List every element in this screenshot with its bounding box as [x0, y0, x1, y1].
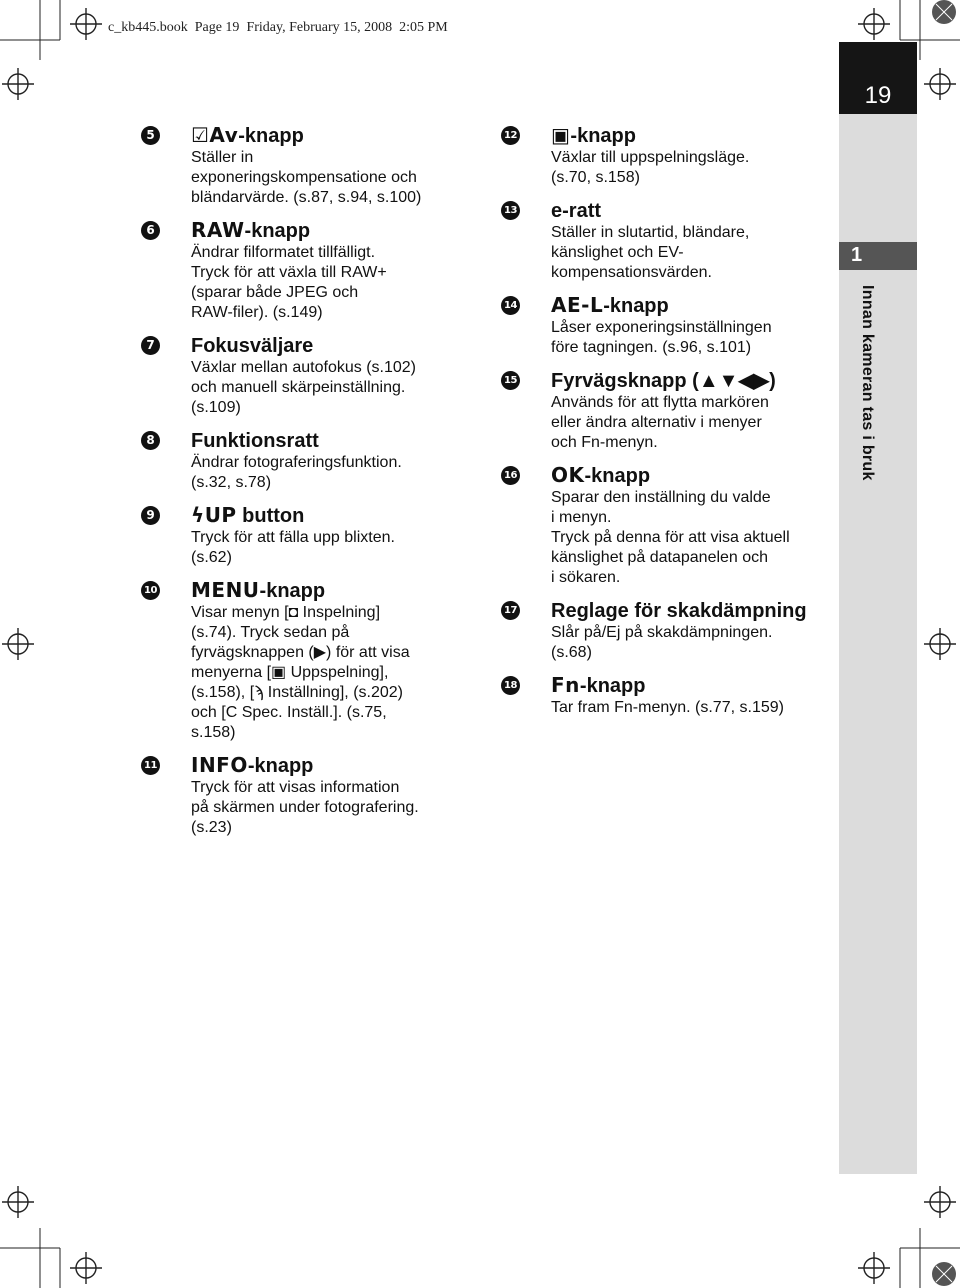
legend-item	[141, 753, 471, 848]
description-line: (s.109)	[191, 399, 241, 416]
chapter-tab-bar	[839, 114, 917, 1174]
legend-item	[141, 503, 471, 578]
page-number-tab	[839, 42, 917, 114]
description-line: Låser exponeringsinställningen	[551, 319, 772, 336]
legend-item	[141, 218, 471, 333]
chapter-number: 1	[851, 244, 863, 266]
item-title-text: -knapp	[570, 125, 636, 147]
item-title	[191, 218, 471, 243]
description-line: och Fn-menyn.	[551, 434, 658, 451]
legend-item	[501, 673, 831, 728]
item-description	[191, 603, 471, 753]
item-title-symbol: AE-L	[551, 293, 604, 317]
chapter-title: Innan kameran tas i bruk	[859, 285, 876, 481]
item-description	[191, 453, 471, 503]
description-line: och manuell skärpeinställning.	[191, 379, 406, 396]
item-title-text: Fokusväljare	[191, 335, 314, 357]
description-line: och [C Spec. Inställ.]. (s.75,	[191, 704, 387, 721]
description-line: i sökaren.	[551, 569, 621, 586]
item-title-symbol: INFO	[191, 753, 248, 777]
item-number-badge: 16	[501, 466, 520, 485]
item-title-symbol: MENU	[191, 578, 260, 602]
item-title-symbol: Fn	[551, 673, 580, 697]
item-description	[191, 243, 471, 333]
item-title	[191, 578, 471, 603]
description-line: (s.158), [ϡ Inställning], (s.202)	[191, 684, 403, 701]
item-title-text: -knapp	[238, 125, 304, 147]
description-line: före tagningen. (s.96, s.101)	[551, 339, 752, 356]
item-title-text: -knapp	[584, 465, 651, 487]
item-title-symbol: ▣	[551, 123, 571, 147]
description-line: känslighet på datapanelen och	[551, 549, 769, 566]
item-description	[551, 698, 831, 728]
item-number-badge: 9	[141, 506, 160, 525]
description-line: Växlar mellan autofokus (s.102)	[191, 359, 416, 376]
description-line: (s.74). Tryck sedan på	[191, 624, 350, 641]
item-number-badge: 5	[141, 126, 160, 145]
legend-item	[141, 578, 471, 753]
item-description	[551, 623, 831, 673]
description-line: Ställer in	[191, 149, 254, 166]
legend-item	[501, 368, 831, 463]
legend-item	[141, 333, 471, 428]
description-line: s.158)	[191, 724, 236, 741]
item-title	[551, 293, 831, 318]
item-number-badge: 12	[501, 126, 520, 145]
item-title	[191, 503, 471, 528]
item-title	[551, 198, 831, 223]
description-line: Används för att flytta markören	[551, 394, 769, 411]
item-title-text: -knapp	[603, 295, 669, 317]
description-line: fyrvägsknappen (▶) för att visa	[191, 644, 410, 661]
item-description	[191, 358, 471, 428]
item-description	[551, 148, 831, 198]
item-number-badge: 14	[501, 296, 520, 315]
legend-item	[501, 198, 831, 293]
description-line: exponeringskompensatione och	[191, 169, 417, 186]
description-line: RAW-filer). (s.149)	[191, 304, 323, 321]
chapter-number-tab	[839, 242, 917, 270]
description-line: Ändrar filformatet tillfälligt.	[191, 244, 376, 261]
item-number-badge: 7	[141, 336, 160, 355]
item-title-text: -knapp	[579, 675, 646, 697]
item-title-text: -knapp	[247, 755, 314, 777]
item-number-badge: 8	[141, 431, 160, 450]
item-title	[551, 673, 831, 698]
item-title-text: Funktionsratt	[191, 430, 319, 452]
item-title-text: Reglage för skakdämpning	[551, 600, 807, 622]
description-line: Visar menyn [◘ Inspelning]	[191, 604, 381, 621]
item-number-badge: 10	[141, 581, 160, 600]
description-line: bländarvärde. (s.87, s.94, s.100)	[191, 189, 422, 206]
item-number-badge: 17	[501, 601, 520, 620]
item-description	[191, 148, 471, 218]
legend-item	[501, 123, 831, 198]
item-description	[191, 778, 471, 848]
description-line: Tar fram Fn-menyn. (s.77, s.159)	[551, 699, 784, 716]
description-line: Tryck för att visas information	[191, 779, 400, 796]
item-number-badge: 13	[501, 201, 520, 220]
legend-item	[501, 293, 831, 368]
item-title	[191, 753, 471, 778]
item-title-symbol: OK	[551, 463, 585, 487]
right-column	[501, 123, 831, 728]
item-title	[191, 428, 471, 453]
description-line: Växlar till uppspelningsläge.	[551, 149, 750, 166]
description-line: kompensationsvärden.	[551, 264, 712, 281]
item-title-text: Fyrvägsknapp (▲▼◀▶)	[551, 370, 776, 392]
legend-item	[141, 428, 471, 503]
description-line: Tryck på denna för att visa aktuell	[551, 529, 790, 546]
page-number: 19	[864, 82, 892, 109]
description-line: (sparar både JPEG och	[191, 284, 359, 301]
item-title-text: button	[236, 505, 305, 527]
item-title	[191, 333, 471, 358]
item-title	[551, 598, 831, 623]
description-line: menyerna [▣ Uppspelning],	[191, 664, 389, 681]
header-page: Page 19	[194, 20, 240, 35]
item-title-text: -knapp	[259, 580, 326, 602]
item-description	[551, 488, 831, 598]
description-line: känslighet och EV-	[551, 244, 684, 261]
item-number-badge: 18	[501, 676, 520, 695]
description-line: (s.62)	[191, 549, 232, 566]
description-line: (s.70, s.158)	[551, 169, 640, 186]
description-line: (s.32, s.78)	[191, 474, 272, 491]
description-line: Tryck för att växla till RAW+	[191, 264, 387, 281]
legend-item	[141, 123, 471, 218]
item-title	[551, 123, 831, 148]
left-column	[141, 123, 471, 848]
item-description	[551, 393, 831, 463]
header-date: Friday, February 15, 2008	[246, 20, 393, 35]
description-line: Ändrar fotograferingsfunktion.	[191, 454, 402, 471]
description-line: Sparar den inställning du valde	[551, 489, 771, 506]
item-title	[191, 123, 471, 148]
book-header	[108, 20, 448, 36]
item-title	[551, 463, 831, 488]
description-line: i menyn.	[551, 509, 612, 526]
item-title	[551, 368, 831, 393]
description-line: på skärmen under fotografering.	[191, 799, 419, 816]
item-number-badge: 11	[141, 756, 160, 775]
legend-item	[501, 598, 831, 673]
description-line: (s.23)	[191, 819, 232, 836]
item-description	[191, 528, 471, 578]
description-line: Tryck för att fälla upp blixten.	[191, 529, 395, 546]
header-file: c_kb445.book	[108, 20, 188, 35]
item-number-badge: 6	[141, 221, 160, 240]
header-time: 2:05 PM	[399, 20, 448, 35]
legend-item	[501, 463, 831, 598]
description-line: eller ändra alternativ i menyer	[551, 414, 762, 431]
item-description	[551, 223, 831, 293]
item-title-text: e-ratt	[551, 200, 602, 222]
description-line: Ställer in slutartid, bländare,	[551, 224, 750, 241]
item-title-text: -knapp	[244, 220, 311, 242]
item-title-symbol: ☑Av	[191, 123, 239, 147]
item-title-symbol: ϟUP	[191, 503, 237, 527]
item-number-badge: 15	[501, 371, 520, 390]
description-line: Slår på/Ej på skakdämpningen.	[551, 624, 773, 641]
item-title-symbol: RAW	[191, 218, 245, 242]
description-line: (s.68)	[551, 644, 592, 661]
item-description	[551, 318, 831, 368]
